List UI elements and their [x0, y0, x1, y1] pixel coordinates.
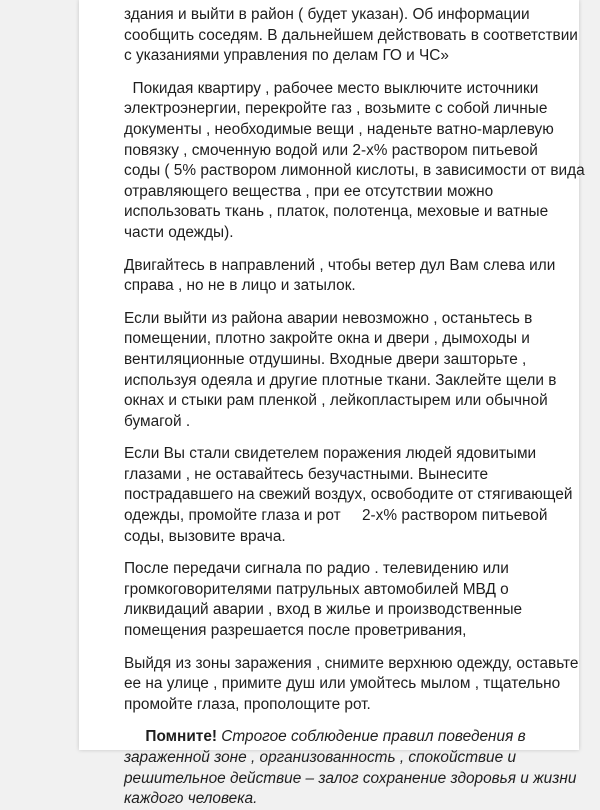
paragraph-gap	[124, 547, 564, 559]
paragraph-gap	[124, 67, 564, 79]
text-line: ликвидаций аварии , вход в жилье и производственные	[124, 601, 523, 619]
text-line: промойте глаза, прополощите рот.	[124, 695, 371, 713]
text-line: окнах и стыки рам пленкой , лейкопластырем или обычной	[124, 392, 548, 410]
paragraph-5	[124, 559, 564, 641]
paragraph-gap	[124, 432, 564, 444]
text-line: Если Вы стали свидетелем поражения людей ядовитыми	[124, 445, 537, 463]
text-line: пострадавшего на свежий воздух, освободите от стягивающей	[124, 486, 573, 504]
closing-first-line	[124, 727, 564, 748]
paragraph-gap	[124, 244, 564, 256]
document-text	[124, 5, 585, 810]
text-line: части одежды).	[124, 223, 234, 241]
text-line: Двигайтесь в направлений , чтобы ветер дул Вам слева или	[124, 256, 556, 274]
closing-indent	[124, 728, 145, 745]
text-line: отравляющего вещества , при ее отсутствии можно	[124, 182, 494, 200]
paragraph-gap	[124, 297, 564, 309]
paragraph-6	[124, 654, 579, 716]
paragraph-gap	[124, 642, 564, 654]
paragraph-2	[124, 256, 564, 297]
remember-label: Помните!	[145, 728, 218, 746]
text-line: повязку , смоченную водой или 2-х% раствором питьевой	[124, 141, 538, 159]
text-line: сообщить соседям. В дальнейшем действовать в соответствии	[124, 26, 578, 44]
text-line: с указаниями управления по делам ГО и ЧС»	[124, 47, 449, 65]
text-line: использовать ткань , платок, полотенца, меховые и ватные	[124, 203, 549, 221]
text-line: После передачи сигнала по радио . телевидению или	[124, 560, 509, 578]
closing-line: каждого человека.	[124, 790, 258, 808]
closing-paragraph	[124, 727, 577, 809]
text-line: Если выйти из района аварии невозможно , останьтесь в	[124, 309, 533, 327]
closing-italic-text: Строгое соблюдение правил поведения в	[217, 728, 526, 746]
text-line: соды, вызовите врача.	[124, 527, 286, 545]
paragraph-gap	[124, 715, 564, 727]
text-line: электроэнергии, перекройте газ , возьмите с собой личные	[124, 100, 548, 118]
text-line: одежды, промойте глаза и рот 2-х% раствором питьевой	[124, 507, 548, 525]
text-line: Покидая квартиру , рабочее место выключите источники	[124, 79, 539, 97]
text-line: документы , необходимые вещи , наденьте ватно-марлевую	[124, 120, 554, 138]
text-line: помещении, плотно закройте окна и двери , дымоходы и	[124, 330, 530, 348]
text-line: Выйдя из зоны заражения , снимите верхнюю одежду, оставьте	[124, 654, 579, 672]
text-line: громкоговорителями патрульных автомобилей МВД о	[124, 580, 509, 598]
paragraph-1	[124, 79, 585, 244]
text-line: соды ( 5% раствором лимонной кислоты, в зависимости от вида	[124, 162, 585, 180]
text-line: вентиляционные отдушины. Входные двери зашторьте ,	[124, 350, 527, 368]
closing-line: зараженной зоне , организованность , спокойствие и	[124, 749, 517, 766]
text-line: используя одеяла и другие плотные ткани. Заклейте щели в	[124, 371, 557, 389]
text-line: справа , но не в лицо и затылок.	[124, 277, 356, 295]
text-line: бумагой .	[124, 412, 191, 430]
text-line: глазами , не оставайтесь безучастными. Вынесите	[124, 465, 489, 483]
text-line: здания и выйти в район ( будет указан). Об информации	[124, 6, 530, 23]
paragraph-4	[124, 444, 573, 547]
paragraph-0	[124, 5, 578, 67]
closing-line: решительное действие – залог сохранение здоровья и жизни	[124, 769, 577, 787]
text-line: помещения разрешается после проветривания,	[124, 622, 467, 640]
text-line: ее на улице , примите душ или умойтесь мылом , тщательно	[124, 675, 561, 693]
paragraph-3	[124, 309, 564, 433]
